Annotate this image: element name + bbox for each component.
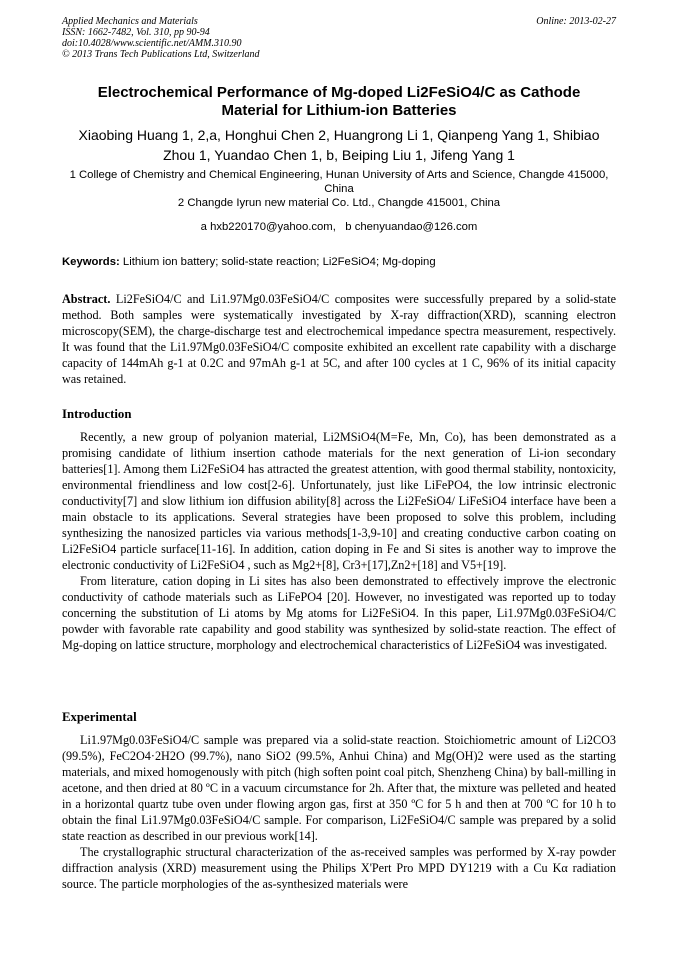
online-date: Online: 2013-02-27 <box>536 16 616 27</box>
paper-title <box>62 84 616 120</box>
introduction-heading: Introduction <box>62 407 132 421</box>
journal-header <box>62 16 616 60</box>
title-line-2: Material for Lithium-ion Batteries <box>221 102 457 119</box>
author-list: Xiaobing Huang 1, 2,a, Honghui Chen 2, Huangrong Li 1, Qianpeng Yang 1, Shibiao Zhou 1, Yuandao Chen 1, b, Beiping Liu 1, Jifeng Yang 1 <box>78 127 600 163</box>
experimental-heading: Experimental <box>62 710 137 724</box>
intro-paragraph-2: From literature, cation doping in Li sites has also been demonstrated to effectively improve the electronic conductivity of cathode materials such as LiFePO4 [20]. However, no investigated was reported up to today concerning the substitution of Li atoms by Mg atoms for Li2FeSiO4. In this paper, Li1.97Mg0.03FeSiO4/C powder with favorable rate capability and good stability was synthesized by solid-state reaction. The effect of Mg-doping on lattice structure, morphology and electrochemical characteristics of Li2FeSiO4 was investigated. <box>62 574 616 652</box>
experimental-body <box>62 732 616 892</box>
introduction-body <box>62 429 616 653</box>
keywords-text: Lithium ion battery; solid-state reaction; Li2FeSiO4; Mg-doping <box>122 256 436 268</box>
abstract-text: Li2FeSiO4/C and Li1.97Mg0.03FeSiO4/C composites were successfully prepared by a solid-state method. Both samples were systematically investigated by X-ray diffraction(XRD), scanning electron microscopy(SEM), the charge-discharge test and electrochemical impedance spectra measurement, respectively. It was found that the Li1.97Mg0.03FeSiO4/C composite exhibited an excellent rate capability with a discharge capacity of 144mAh g-1 at 0.2C and 97mAh g-1 at 5C, and after 100 cycles at 1 C, 96% of its initial capacity was retained. <box>62 292 617 386</box>
journal-name: Applied Mechanics and Materials <box>62 16 198 27</box>
intro-paragraph-1: Recently, a new group of polyanion material, Li2MSiO4(M=Fe, Mn, Co), has been demonstrated as a promising candidate of lithium insertion cathode materials for the next generation of Li-ion secondary batteries[1]. Among them Li2FeSiO4 has attracted the greatest attention, with good thermal stability, nontoxicity, environmental friendliness and low cost[2-6]. Unfortunately, just like LiFePO4, the low intrinsic electronic conductivity[7] and slow lithium ion diffusion ability[8] across the Li2FeSiO4/ LiFeSiO4 interface have been a main obstacle to its applications. Several strategies have been proposed to solve this problem, including synthesizing the nanosized particles via various methods[1-3,9-10] and creating conductive carbon coating on Li2FeSiO4 particle surface[11-16]. In addition, cation doping in Fe and Si sites is another way to improve the electronic conductivity of Li2FeSiO4 , such as Mg2+[8], Cr3+[17],Zn2+[18] and V5+[19]. <box>62 430 616 572</box>
email-a: a hxb220170@yahoo.com, <box>200 221 336 233</box>
affiliation-1: 1 College of Chemistry and Chemical Engineering, Hunan University of Arts and Science, Changde 415000, China <box>69 169 609 195</box>
keywords <box>62 255 616 269</box>
title-line-1: Electrochemical Performance of Mg-doped Li2FeSiO4/C as Cathode <box>97 84 581 101</box>
exp-paragraph-1: Li1.97Mg0.03FeSiO4/C sample was prepared via a solid-state reaction. Stoichiometric amount of Li2CO3 (99.5%), FeC2O4·2H2O (99.7%), nano SiO2 (99.5%, Anhui China) and Mg(OH)2 were used as the starting materials, and mixed homogenously with pitch (high soften point coal pitch, Shenzheng China) by ball-milling in acetone, and then dried at 80 ºC in a vacuum circumstance for 2h. After that, the mixture was pelleted and heated in a horizontal quartz tube oven under flowing argon gas, first at 350 ºC for 5 h and then at 700 ºC for 10 h to obtain the final Li1.97Mg0.03FeSiO4/C sample. For comparison, Li2FeSiO4/C sample was prepared by a solid state reaction as described in our previous work[14]. <box>62 733 616 843</box>
email-b: b chenyuandao@126.com <box>345 221 478 233</box>
affiliations <box>62 168 616 210</box>
keywords-label: Keywords: <box>62 256 120 268</box>
abstract <box>62 291 616 387</box>
affiliation-2: 2 Changde Iyrun new material Co. Ltd., Changde 415001, China <box>177 197 501 209</box>
abstract-label: Abstract. <box>62 292 111 306</box>
journal-copyright: © 2013 Trans Tech Publications Ltd, Switzerland <box>62 49 260 60</box>
journal-doi: doi:10.4028/www.scientific.net/AMM.310.90 <box>62 38 242 49</box>
author-emails <box>62 220 616 234</box>
journal-info <box>62 16 260 60</box>
exp-paragraph-2: The crystallographic structural characterization of the as-received samples was performed by X-ray powder diffraction analysis (XRD) measurement using the Philips X'Pert Pro MPD DY1219 with a Cu Kα radiation source. The particle morphologies of the as-synthesized materials were <box>62 845 616 891</box>
journal-issn: ISSN: 1662-7482, Vol. 310, pp 90-94 <box>62 27 210 38</box>
